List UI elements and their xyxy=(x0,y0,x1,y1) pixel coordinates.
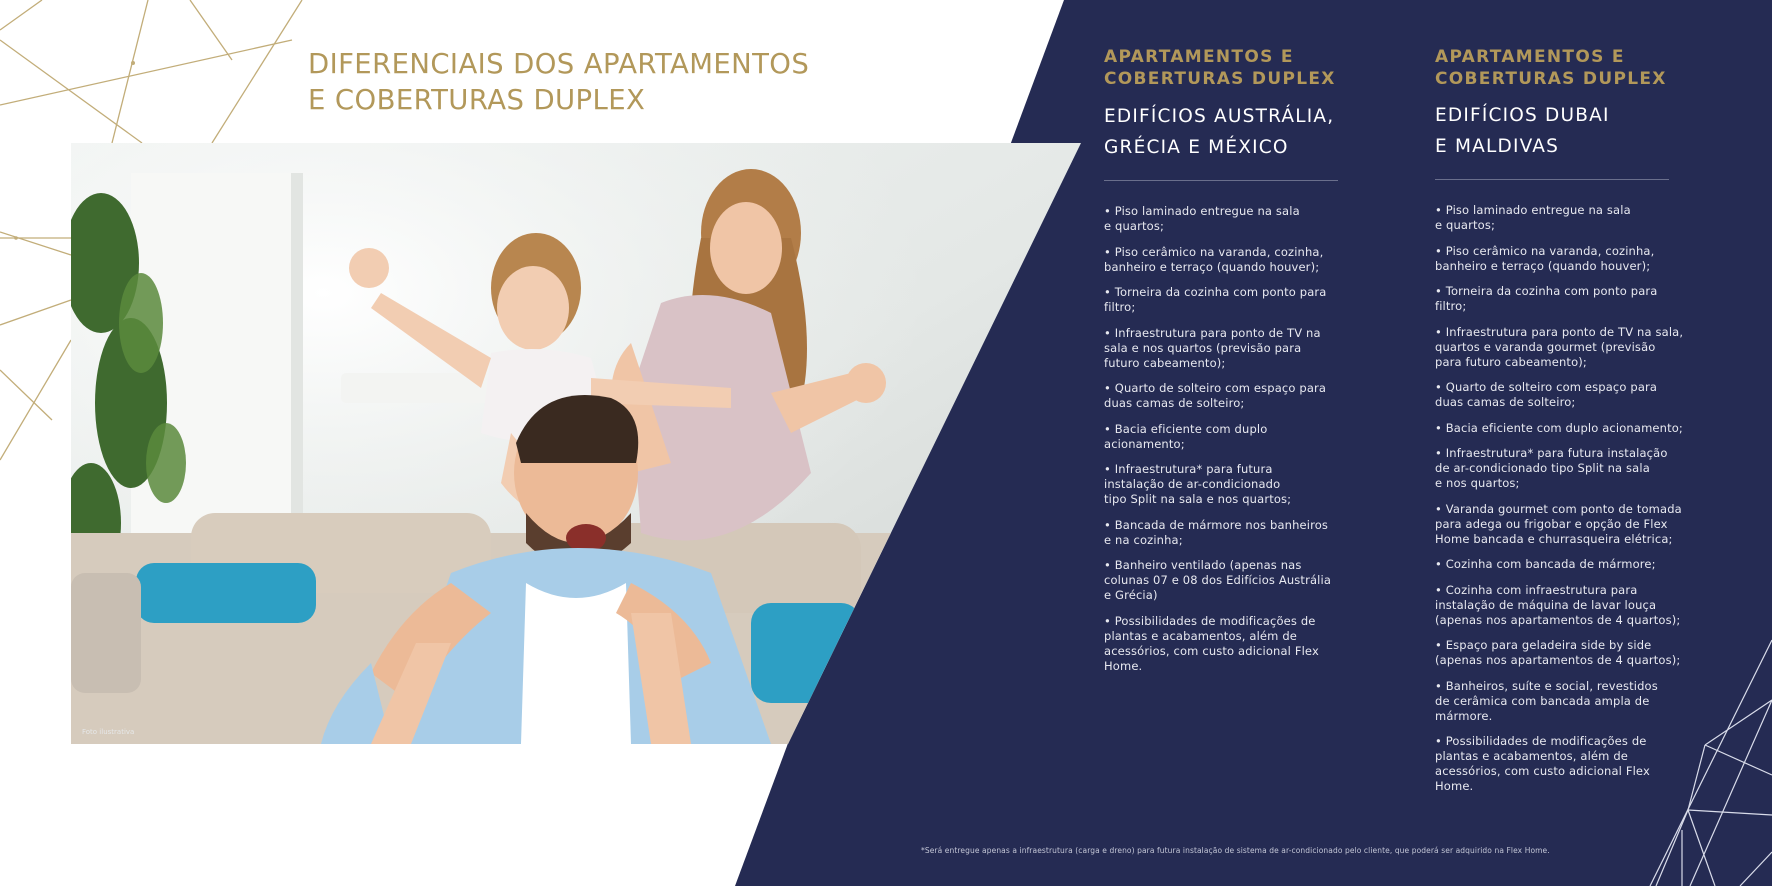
feature-item: • Quarto de solteiro com espaço para duas camas de solteiro; xyxy=(1435,380,1658,409)
features-column-australia-grecia-mexico xyxy=(1104,46,1354,684)
feature-list xyxy=(1104,204,1354,674)
column-subtitle xyxy=(1104,101,1354,163)
column-subtitle-line-1: EDIFÍCIOS DUBAI xyxy=(1435,105,1610,126)
page-title-line-2: E COBERTURAS DUPLEX xyxy=(308,84,646,116)
feature-item: • Bacia eficiente com duplo acionamento; xyxy=(1435,420,1683,435)
feature-item: • Torneira da cozinha com ponto para filtro; xyxy=(1435,284,1658,313)
features-column-dubai-maldivas xyxy=(1435,46,1720,805)
column-subtitle-line-1: EDIFÍCIOS AUSTRÁLIA, xyxy=(1104,106,1335,127)
feature-item: • Banheiro ventilado (apenas nas colunas 07 e 08 dos Edifícios Austrália e Grécia) xyxy=(1104,558,1332,602)
page-title-line-1: DIFERENCIAIS DOS APARTAMENTOS xyxy=(308,48,810,80)
page-title xyxy=(308,46,809,118)
column-subtitle-line-2: GRÉCIA E MÉXICO xyxy=(1104,137,1289,158)
feature-item: • Infraestrutura para ponto de TV na sala e nos quartos (previsão para futuro cabeamento); xyxy=(1104,325,1321,370)
column-kicker-line-1: APARTAMENTOS E xyxy=(1104,47,1294,67)
feature-item: • Possibilidades de modificações de plantas e acabamentos, além de acessórios, com custo adicional Flex Home. xyxy=(1435,734,1650,793)
feature-item: • Bancada de mármore nos banheiros e na cozinha; xyxy=(1104,517,1329,547)
feature-item: • Piso cerâmico na varanda, cozinha, banheiro e terraço (quando houver); xyxy=(1435,243,1655,273)
photo-credit: Foto ilustrativa xyxy=(82,728,135,736)
column-divider xyxy=(1104,180,1338,181)
column-kicker-line-2: COBERTURAS DUPLEX xyxy=(1104,69,1336,89)
feature-item: • Infraestrutura para ponto de TV na sala, quartos e varanda gourmet (previsão para futuro cabeamento); xyxy=(1435,324,1684,369)
feature-item: • Bacia eficiente com duplo acionamento; xyxy=(1104,421,1268,451)
feature-item: • Possibilidades de modificações de plantas e acabamentos, além de acessórios, com custo adicional Flex Home. xyxy=(1104,613,1319,673)
column-subtitle xyxy=(1435,100,1720,162)
feature-item: • Piso laminado entregue na sala e quartos; xyxy=(1104,204,1300,233)
feature-list xyxy=(1435,203,1720,794)
feature-item: • Cozinha com bancada de mármore; xyxy=(1435,557,1656,571)
feature-item: • Varanda gourmet com ponto de tomada para adega ou frigobar e opção de Flex Home bancada e churrasqueira elétrica; xyxy=(1435,501,1682,546)
column-kicker-line-1: APARTAMENTOS E xyxy=(1435,47,1625,67)
column-subtitle-line-2: E MALDIVAS xyxy=(1435,136,1560,157)
feature-item: • Torneira da cozinha com ponto para filtro; xyxy=(1104,285,1327,314)
feature-item: • Piso cerâmico na varanda, cozinha, banheiro e terraço (quando houver); xyxy=(1104,244,1324,274)
column-divider xyxy=(1435,179,1669,180)
feature-item: • Cozinha com infraestrutura para instalação de máquina de lavar louça (apenas nos apartamentos de 4 quartos); xyxy=(1435,582,1681,627)
footnote: *Será entregue apenas a infraestrutura (carga e dreno) para futura instalação de sistema de ar-condicionado pelo cliente, que poderá ser adquirido na Flex Home. xyxy=(921,846,1550,855)
column-kicker-line-2: COBERTURAS DUPLEX xyxy=(1435,69,1667,89)
column-kicker xyxy=(1104,46,1354,90)
feature-item: • Infraestrutura* para futura instalação de ar-condicionado tipo Split na sala e nos quartos; xyxy=(1104,462,1292,506)
feature-item: • Piso laminado entregue na sala e quartos; xyxy=(1435,203,1631,232)
feature-item: • Banheiros, suíte e social, revestidos de cerâmica com bancada ampla de mármore. xyxy=(1435,678,1658,723)
feature-item: • Infraestrutura* para futura instalação de ar-condicionado tipo Split na sala e nos quartos; xyxy=(1435,446,1668,490)
column-kicker xyxy=(1435,46,1720,90)
feature-item: • Quarto de solteiro com espaço para duas camas de solteiro; xyxy=(1104,381,1327,410)
feature-item: • Espaço para geladeira side by side (apenas nos apartamentos de 4 quartos); xyxy=(1435,638,1681,667)
